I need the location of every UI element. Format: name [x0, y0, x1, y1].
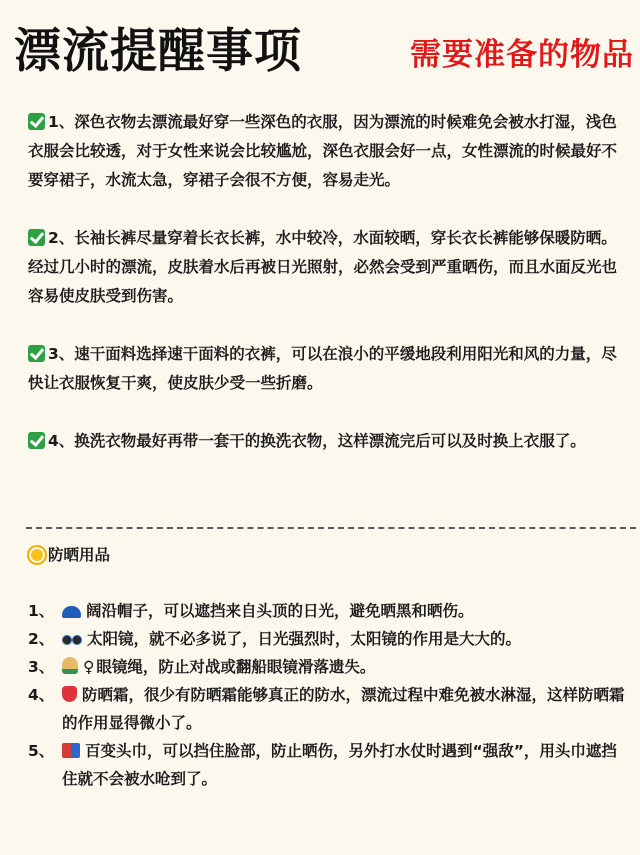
check-mark-button-icon — [28, 113, 45, 130]
list-text: 眼镜绳，防止对战或翻船眼镜滑落遗失。 — [96, 658, 376, 676]
sun-icon — [31, 549, 43, 561]
list-number: 5、 — [28, 742, 55, 760]
tip-item — [28, 427, 622, 456]
list-number: 4、 — [28, 686, 55, 704]
sunglasses-icon — [62, 634, 82, 646]
list-number: 1、 — [28, 602, 55, 620]
tips-list — [28, 108, 622, 485]
check-mark-button-icon — [28, 432, 45, 449]
list-item — [28, 653, 628, 681]
list-text: 太阳镜，就不必多说了，日光强烈时，太阳镜的作用是大大的。 — [87, 630, 522, 648]
list-text: 防晒霜，很少有防晒霜能够真正的防水，漂流过程中难免被水淋湿，这样防晒霜的作用显得微小了。 — [62, 686, 625, 732]
list-item — [28, 597, 628, 625]
tip-text: 4、换洗衣物最好再带一套干的换洗衣物，这样漂流完后可以及时换上衣服了。 — [48, 432, 586, 450]
tip-text: 2、长袖长裤尽量穿着长衣长裤，水中较冷，水面较晒，穿长衣长裤能够保暖防晒。经过几小时的漂流，皮肤着水后再被日光照射，必然会受到严重晒伤，而且水面反光也容易使皮肤受到伤害。 — [28, 229, 618, 305]
woman-icon — [62, 657, 78, 674]
check-mark-button-icon — [28, 345, 45, 362]
section-title: 防晒用品 — [48, 546, 111, 564]
list-item — [28, 625, 628, 653]
dashed-divider — [26, 527, 636, 529]
tip-item — [28, 340, 622, 398]
list-number: 3、 — [28, 658, 55, 676]
shield-icon — [62, 686, 77, 702]
list-number: 2、 — [28, 630, 55, 648]
scarf-icon — [62, 743, 80, 758]
list-item — [28, 737, 628, 793]
tip-text: 1、深色衣物去漂流最好穿一些深色的衣服，因为漂流的时候难免会被水打湿，浅色衣服会比较透，对于女性来说会比较尴尬，深色衣服会好一点，女性漂流的时候最好不要穿裙子，水流太急，穿裙子会很不方便，容易走光。 — [28, 113, 618, 189]
tip-item — [28, 224, 622, 311]
tip-text: 3、速干面料选择速干面料的衣裤，可以在浪小的平缓地段利用阳光和风的力量，尽快让衣服恢复干爽，使皮肤少受一些折磨。 — [28, 345, 617, 392]
header — [14, 22, 634, 86]
check-mark-button-icon — [28, 229, 45, 246]
section-heading — [28, 541, 110, 569]
cap-icon — [62, 606, 81, 618]
tip-item — [28, 108, 622, 195]
page-title: 漂流提醒事项 — [14, 24, 302, 79]
list-text: 阔沿帽子，可以遮挡来自头顶的日光，避免晒黑和晒伤。 — [86, 602, 474, 620]
list-item — [28, 681, 628, 737]
list-text: 百变头巾，可以挡住脸部，防止晒伤，另外打水仗时遇到“强敌”，用头巾遮挡住就不会被水呛到了。 — [62, 742, 617, 788]
female-sign: ♀ — [83, 658, 95, 676]
sunscreen-list — [28, 597, 628, 793]
page-subtitle: 需要准备的物品 — [410, 37, 634, 73]
